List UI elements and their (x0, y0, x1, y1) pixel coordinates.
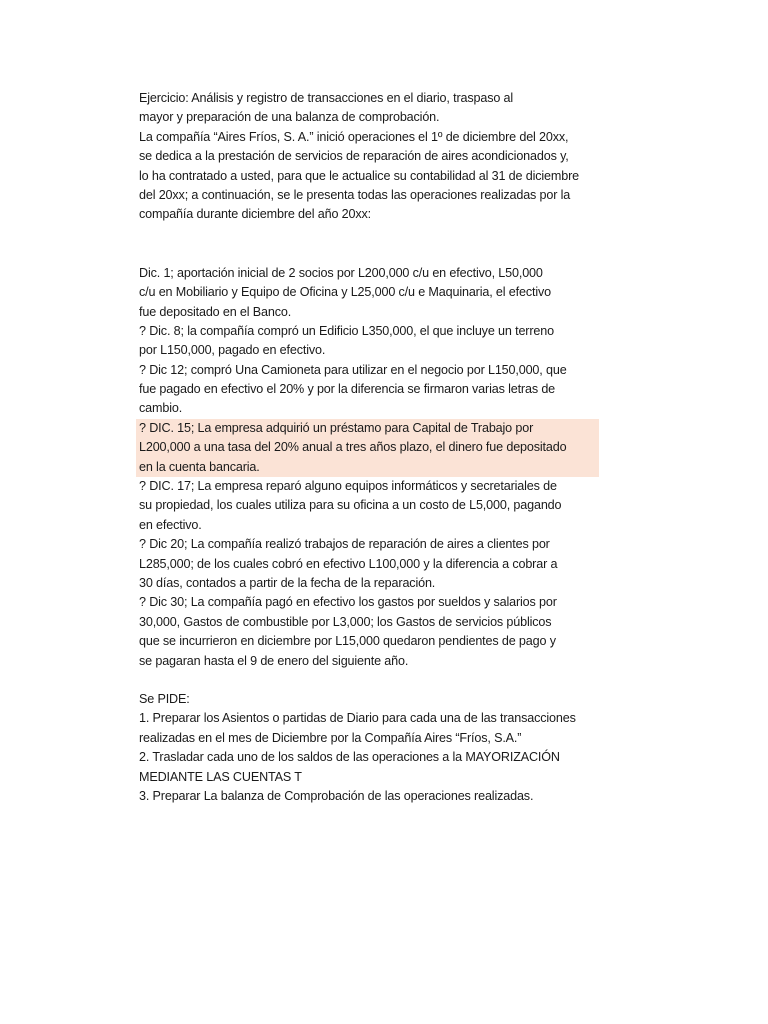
intro-paragraph (139, 89, 599, 225)
document-page (139, 89, 599, 806)
spacer (139, 225, 599, 264)
transaction-line: ? Dic 20; La compañía realizó trabajos de reparación de aires a clientes por (139, 537, 550, 552)
transaction-line: ? Dic 12; compró Una Camioneta para utilizar en el negocio por L150,000, que (139, 362, 567, 377)
transactions-list (139, 264, 599, 671)
transaction-line: cambio. (139, 401, 183, 416)
task-line: 2. Trasladar cada uno de los saldos de las operaciones a la MAYORIZACIÓN (139, 750, 560, 765)
transaction-line: que se incurrieron en diciembre por L15,000 quedaron pendientes de pago y (139, 634, 556, 649)
task-line: realizadas en el mes de Diciembre por la Compañía Aires “Fríos, S.A.” (139, 730, 522, 745)
task-line: 1. Preparar los Asientos o partidas de Diario para cada una de las transacciones (139, 711, 576, 726)
transaction-line: 30,000, Gastos de combustible por L3,000; los Gastos de servicios públicos (139, 614, 552, 629)
intro-line: La compañía “Aires Fríos, S. A.” inició operaciones el 1º de diciembre del 20xx, (139, 129, 569, 144)
transaction-line: en efectivo. (139, 517, 202, 532)
tasks-heading: Se PIDE: (139, 691, 190, 706)
transaction-line: ? Dic. 8; la compañía compró un Edificio L350,000, el que incluye un terreno (139, 323, 554, 338)
intro-line: mayor y preparación de una balanza de comprobación. (139, 110, 440, 125)
transaction-line: ? Dic 30; La compañía pagó en efectivo los gastos por sueldos y salarios por (139, 595, 557, 610)
intro-line: del 20xx; a continuación, se le presenta todas las operaciones realizadas por la (139, 187, 571, 202)
intro-line: Ejercicio: Análisis y registro de transacciones en el diario, traspaso al (139, 91, 514, 105)
transaction-line: c/u en Mobiliario y Equipo de Oficina y L25,000 c/u e Maquinaria, el efectivo (139, 285, 551, 300)
transaction-line: Dic. 1; aportación inicial de 2 socios por L200,000 c/u en efectivo, L50,000 (139, 265, 543, 280)
transaction-line: se pagaran hasta el 9 de enero del siguiente año. (139, 653, 409, 668)
task-line: MEDIANTE LAS CUENTAS T (139, 769, 302, 784)
task-line: 3. Preparar La balanza de Comprobación de las operaciones realizadas. (139, 788, 534, 803)
transaction-line: 30 días, contados a partir de la fecha de la reparación. (139, 575, 436, 590)
intro-line: compañía durante diciembre del año 20xx: (139, 207, 372, 222)
intro-line: se dedica a la prestación de servicios de reparación de aires acondicionados y, (139, 149, 569, 164)
transaction-line: su propiedad, los cuales utiliza para su oficina a un costo de L5,000, pagando (139, 498, 562, 513)
transaction-line: en la cuenta bancaria. (139, 459, 260, 474)
transaction-line: por L150,000, pagado en efectivo. (139, 343, 326, 358)
highlighted-transaction (136, 419, 599, 477)
intro-line: lo ha contratado a usted, para que le actualice su contabilidad al 31 de diciembre (139, 168, 579, 183)
transaction-line: ? DIC. 17; La empresa reparó alguno equipos informáticos y secretariales de (139, 479, 557, 494)
transaction-line: L200,000 a una tasa del 20% anual a tres años plazo, el dinero fue depositado (139, 440, 567, 455)
transaction-line: fue depositado en el Banco. (139, 304, 292, 319)
transaction-line: ? DIC. 15; La empresa adquirió un préstamo para Capital de Trabajo por (139, 420, 534, 435)
tasks-section (139, 690, 599, 806)
transaction-line: L285,000; de los cuales cobró en efectivo L100,000 y la diferencia a cobrar a (139, 556, 558, 571)
transaction-line: fue pagado en efectivo el 20% y por la diferencia se firmaron varias letras de (139, 382, 556, 397)
spacer (139, 671, 599, 690)
